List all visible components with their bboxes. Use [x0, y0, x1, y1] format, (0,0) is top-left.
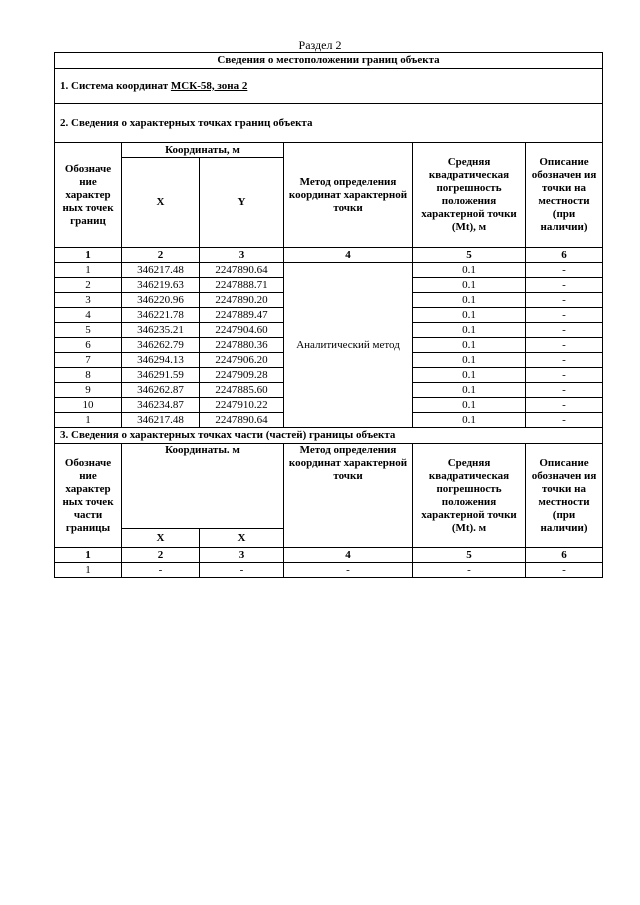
col-number: 1 [55, 548, 122, 563]
col-number: 3 [200, 548, 284, 563]
header-x: X [122, 529, 200, 548]
col-number: 5 [413, 548, 526, 563]
point-y: 2247880.36 [200, 338, 284, 353]
header-y: Y [200, 158, 284, 248]
header-error: Средняя квадратическая погрешность положения характерной точки (Mt). м [413, 444, 526, 548]
table-row [55, 263, 603, 278]
point-y: 2247909.28 [200, 368, 284, 383]
point-number: 9 [55, 383, 122, 398]
point-number: 1 [55, 263, 122, 278]
header-coordinates: Координаты. м [122, 444, 284, 529]
header-x: X [122, 158, 200, 248]
point-description: - [526, 338, 603, 353]
point-number: 3 [55, 293, 122, 308]
point-error: 0.1 [413, 278, 526, 293]
section-label: Раздел 2 [298, 38, 342, 52]
point-error: 0.1 [413, 338, 526, 353]
point-description: - [526, 383, 603, 398]
point-x: 346217.48 [122, 263, 200, 278]
col-number: 4 [284, 248, 413, 263]
point-error: - [413, 563, 526, 578]
point-y: - [200, 563, 284, 578]
point-x: 346220.96 [122, 293, 200, 308]
point-y: 2247904.60 [200, 323, 284, 338]
point-description: - [526, 278, 603, 293]
point-description: - [526, 563, 603, 578]
point-x: 346234.87 [122, 398, 200, 413]
point-x: 346219.63 [122, 278, 200, 293]
point-y: 2247890.64 [200, 263, 284, 278]
point-error: 0.1 [413, 308, 526, 323]
point-description: - [526, 293, 603, 308]
point-number: 1 [55, 563, 122, 578]
boundary-document-table [54, 52, 603, 578]
header-description: Описание обозначен ия точки на местности (при наличии) [526, 143, 603, 248]
point-description: - [526, 308, 603, 323]
point-y: 2247889.47 [200, 308, 284, 323]
point-number: 5 [55, 323, 122, 338]
table-row [55, 563, 603, 578]
col-number: 6 [526, 248, 603, 263]
point-y: 2247885.60 [200, 383, 284, 398]
point-y: 2247906.20 [200, 353, 284, 368]
method-value: Аналитический метод [284, 263, 413, 428]
point-x: 346262.79 [122, 338, 200, 353]
col-number: 3 [200, 248, 284, 263]
parts-section-title: 3. Сведения о характерных точках части (частей) границы объекта [55, 428, 603, 444]
point-error: 0.1 [413, 293, 526, 308]
header-method: Метод определения координат характерной точки [284, 143, 413, 248]
point-x: 346221.78 [122, 308, 200, 323]
point-number: 7 [55, 353, 122, 368]
point-number: 6 [55, 338, 122, 353]
point-number: 10 [55, 398, 122, 413]
header-method: Метод определения координат характерной точки [284, 444, 413, 548]
point-method: - [284, 563, 413, 578]
point-error: 0.1 [413, 353, 526, 368]
point-description: - [526, 323, 603, 338]
point-number: 4 [55, 308, 122, 323]
point-error: 0.1 [413, 263, 526, 278]
point-error: 0.1 [413, 368, 526, 383]
point-error: 0.1 [413, 398, 526, 413]
coordinate-system [55, 69, 603, 104]
coordinate-system-label: 1. Система координат [60, 79, 171, 92]
point-description: - [526, 398, 603, 413]
points-section-title: 2. Сведения о характерных точках границ объекта [55, 104, 603, 143]
point-y: 2247890.64 [200, 413, 284, 428]
header-designation: Обозначе ние характер ных точек части границы [55, 444, 122, 548]
header-error: Средняя квадратическая погрешность положения характерной точки (Mt), м [413, 143, 526, 248]
point-x: 346217.48 [122, 413, 200, 428]
document-title: Сведения о местоположении границ объекта [55, 53, 603, 69]
point-x: 346291.59 [122, 368, 200, 383]
col-number: 2 [122, 548, 200, 563]
point-description: - [526, 353, 603, 368]
point-error: 0.1 [413, 323, 526, 338]
point-number: 2 [55, 278, 122, 293]
point-description: - [526, 413, 603, 428]
col-number: 1 [55, 248, 122, 263]
point-error: 0.1 [413, 383, 526, 398]
point-x: - [122, 563, 200, 578]
header-coordinates: Координаты, м [122, 143, 284, 158]
point-number: 8 [55, 368, 122, 383]
point-y: 2247888.71 [200, 278, 284, 293]
point-x: 346235.21 [122, 323, 200, 338]
header-designation: Обозначе ние характер ных точек границ [55, 143, 122, 248]
point-y: 2247910.22 [200, 398, 284, 413]
header-x: X [200, 529, 284, 548]
coordinate-system-value: МСК-58, зона 2 [170, 79, 248, 92]
point-number: 1 [55, 413, 122, 428]
point-x: 346262.87 [122, 383, 200, 398]
point-x: 346294.13 [122, 353, 200, 368]
point-description: - [526, 263, 603, 278]
header-description: Описание обозначен ия точки на местности (при наличии) [526, 444, 603, 548]
col-number: 2 [122, 248, 200, 263]
point-error: 0.1 [413, 413, 526, 428]
point-y: 2247890.20 [200, 293, 284, 308]
point-description: - [526, 368, 603, 383]
col-number: 4 [284, 548, 413, 563]
col-number: 6 [526, 548, 603, 563]
col-number: 5 [413, 248, 526, 263]
